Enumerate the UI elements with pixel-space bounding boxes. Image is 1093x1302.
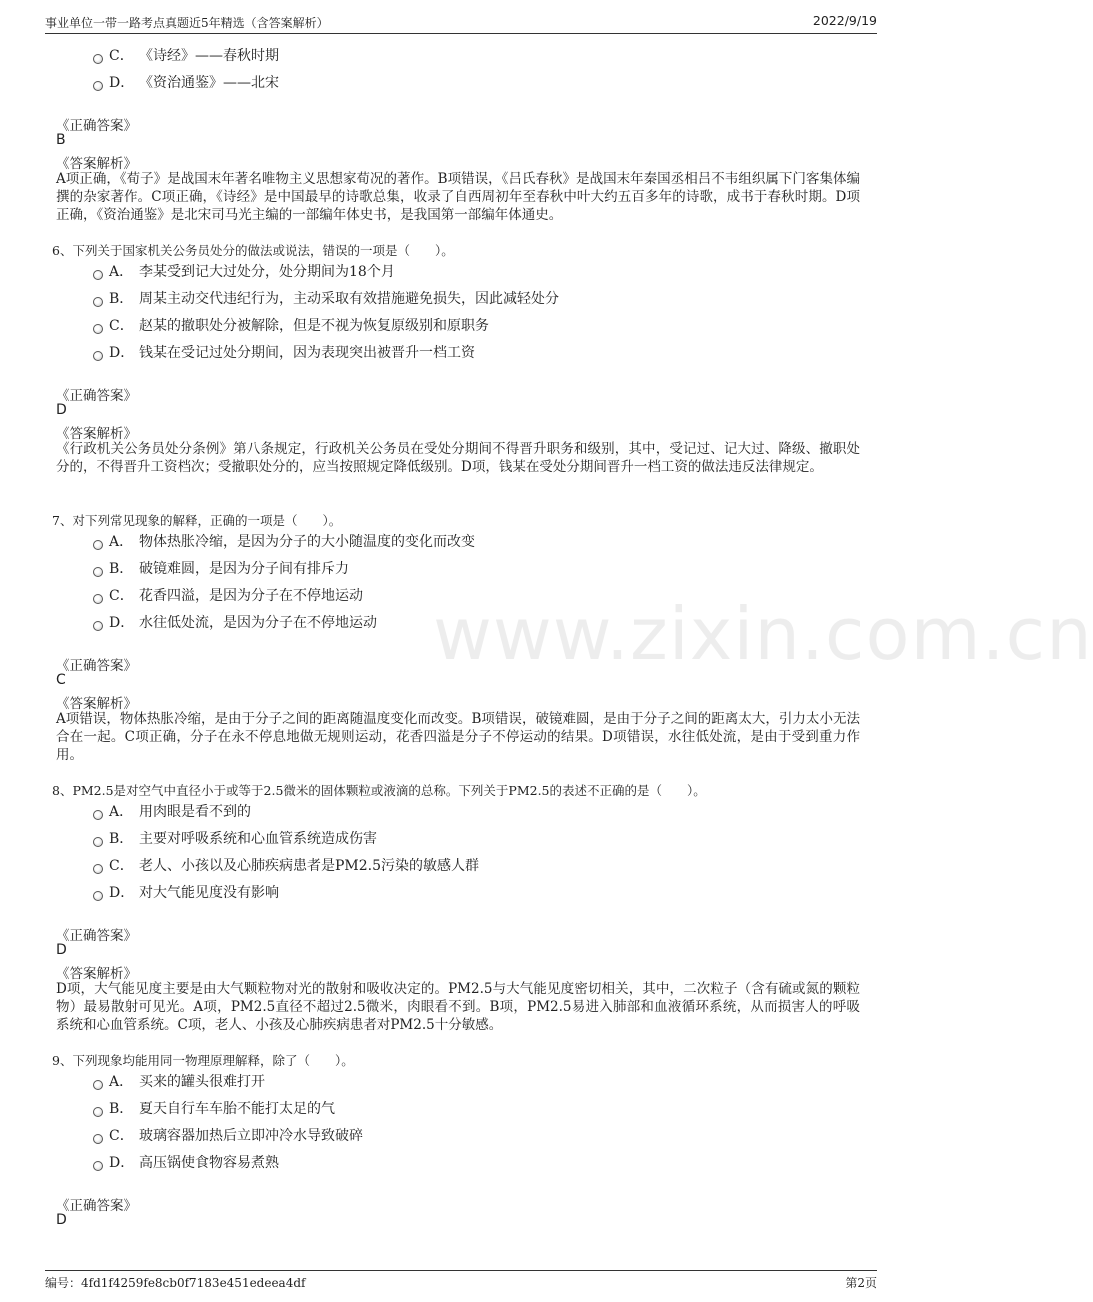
radio-icon[interactable]	[93, 891, 103, 901]
analysis-label: 《答案解析》	[56, 696, 137, 712]
option-d[interactable]: D． 《资治通鉴》——北宋	[93, 72, 279, 94]
option-a[interactable]: A． 用肉眼是看不到的	[93, 801, 251, 823]
explanation-text: A项错误，物体热胀冷缩，是由于分子之间的距离随温度变化而改变。B项错误，破镜难圆，是由于分子之间的距离太大，引力太小无法合在一起。C项正确，分子在永不停息地做无规则运动，花香四溢是分子不停运动的结果。D项错误，水往低处流，是由于受到重力作用。	[56, 711, 860, 763]
option-d[interactable]: D． 钱某在受记过处分期间，因为表现突出被晋升一档工资	[93, 342, 475, 364]
answer-label: 《正确答案》	[56, 1198, 137, 1214]
option-c[interactable]: C． 《诗经》——春秋时期	[93, 45, 279, 67]
option-d[interactable]: D． 水往低处流，是因为分子在不停地运动	[93, 612, 377, 634]
radio-icon[interactable]	[93, 1080, 103, 1090]
question-9: 9、下列现象均能用同一物理原理解释，除了（ ）。	[52, 1053, 354, 1068]
option-d[interactable]: D． 对大气能见度没有影响	[93, 882, 279, 904]
radio-icon[interactable]	[93, 351, 103, 361]
radio-icon[interactable]	[93, 81, 103, 91]
question-7: 7、对下列常见现象的解释，正确的一项是（ ）。	[52, 513, 342, 528]
option-a[interactable]: A． 物体热胀冷缩，是因为分子的大小随温度的变化而改变	[93, 531, 475, 553]
page-footer	[45, 1270, 877, 1293]
option-c[interactable]: C． 花香四溢，是因为分子在不停地运动	[93, 585, 363, 607]
radio-icon[interactable]	[93, 864, 103, 874]
radio-icon[interactable]	[93, 621, 103, 631]
explanation-text: 《行政机关公务员处分条例》第八条规定，行政机关公务员在受处分期间不得晋升职务和级别，其中，受记过、记大过、降级、撤职处分的，不得晋升工资档次；受撤职处分的，应当按照规定降低级别。D项，钱某在受处分期间晋升一档工资的做法违反法律规定。	[56, 441, 860, 475]
radio-icon[interactable]	[93, 1107, 103, 1117]
answer-label: 《正确答案》	[56, 928, 137, 944]
page-header	[45, 13, 877, 34]
radio-icon[interactable]	[93, 540, 103, 550]
radio-icon[interactable]	[93, 324, 103, 334]
analysis-label: 《答案解析》	[56, 966, 137, 982]
radio-icon[interactable]	[93, 837, 103, 847]
radio-icon[interactable]	[93, 270, 103, 280]
answer-value: B	[56, 132, 66, 148]
option-c[interactable]: C． 老人、小孩以及心肺疾病患者是PM2.5污染的敏感人群	[93, 855, 479, 877]
option-b[interactable]: B． 夏天自行车车胎不能打太足的气	[93, 1098, 335, 1120]
option-c[interactable]: C． 玻璃容器加热后立即冲冷水导致破碎	[93, 1125, 363, 1147]
answer-value: D	[56, 1212, 67, 1228]
option-a[interactable]: A． 买来的罐头很难打开	[93, 1071, 265, 1093]
option-b[interactable]: B． 周某主动交代违纪行为，主动采取有效措施避免损失，因此减轻处分	[93, 288, 559, 310]
radio-icon[interactable]	[93, 1134, 103, 1144]
analysis-label: 《答案解析》	[56, 156, 137, 172]
explanation-text: D项，大气能见度主要是由大气颗粒物对光的散射和吸收决定的。PM2.5与大气能见度密切相关，其中，二次粒子（含有硫或氮的颗粒物）最易散射可见光。A项，PM2.5直径不超过2.5微米，肉眼看不到。B项，PM2.5易进入肺部和血液循环系统，从而损害人的呼吸系统和心血管系统。C项，老人、小孩及心肺疾病患者对PM2.5十分敏感。	[56, 981, 860, 1033]
answer-label: 《正确答案》	[56, 388, 137, 404]
answer-value: D	[56, 942, 67, 958]
answer-label: 《正确答案》	[56, 118, 137, 134]
option-d[interactable]: D． 高压锅使食物容易煮熟	[93, 1152, 279, 1174]
option-b[interactable]: B． 主要对呼吸系统和心血管系统造成伤害	[93, 828, 377, 850]
question-6: 6、下列关于国家机关公务员处分的做法或说法，错误的一项是（ ）。	[52, 243, 454, 258]
radio-icon[interactable]	[93, 297, 103, 307]
page-number: 第2页	[845, 1276, 877, 1290]
document-code: 编号：4fd1f4259fe8cb0f7183e451edeea4df	[45, 1276, 306, 1290]
document-title: 事业单位一带一路考点真题近5年精选（含答案解析）	[45, 16, 329, 30]
analysis-label: 《答案解析》	[56, 426, 137, 442]
answer-label: 《正确答案》	[56, 658, 137, 674]
document-date: 2022/9/19	[812, 13, 877, 28]
radio-icon[interactable]	[93, 54, 103, 64]
watermark: www.zixin.com.cn	[433, 592, 1093, 676]
radio-icon[interactable]	[93, 567, 103, 577]
radio-icon[interactable]	[93, 1161, 103, 1171]
option-a[interactable]: A． 李某受到记大过处分，处分期间为18个月	[93, 261, 395, 283]
explanation-text: A项正确，《荀子》是战国末年著名唯物主义思想家荀况的著作。B项错误，《吕氏春秋》是战国末年秦国丞相吕不韦组织属下门客集体编撰的杂家著作。C项正确，《诗经》是中国最早的诗歌总集，收录了自西周初年至春秋中叶大约五百多年的诗歌，成书于春秋时期。D项正确，《资治通鉴》是北宋司马光主编的一部编年体史书，是我国第一部编年体通史。	[56, 171, 860, 223]
option-b[interactable]: B． 破镜难圆，是因为分子间有排斥力	[93, 558, 349, 580]
answer-value: C	[56, 672, 66, 688]
question-8: 8、PM2.5是对空气中直径小于或等于2.5微米的固体颗粒或液滴的总称。下列关于PM2.5的表述不正确的是（ ）。	[52, 783, 706, 798]
option-c[interactable]: C． 赵某的撤职处分被解除，但是不视为恢复原级别和原职务	[93, 315, 489, 337]
radio-icon[interactable]	[93, 594, 103, 604]
radio-icon[interactable]	[93, 810, 103, 820]
answer-value: D	[56, 402, 67, 418]
